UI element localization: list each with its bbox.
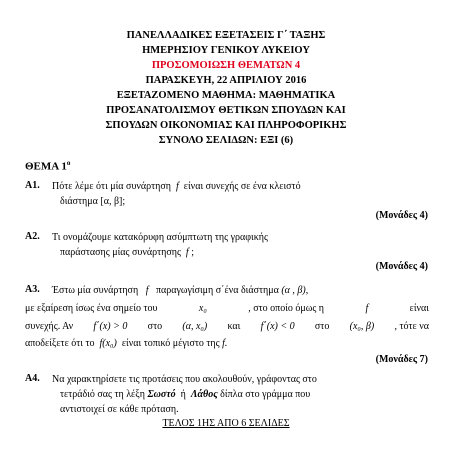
word-correct: Σωστό bbox=[147, 389, 176, 400]
question-a3-text-4a: αποδείξετε ότι το bbox=[25, 338, 95, 349]
question-a3-text-2b: , στο οποίο όμως η bbox=[248, 303, 325, 314]
interval-alpha-x0: (α, x₀) bbox=[182, 321, 208, 332]
function-f-symbol: f bbox=[176, 181, 179, 192]
question-a3-line2 bbox=[25, 302, 429, 315]
header-school-type: ΗΜΕΡΗΣΙΟΥ ΓΕΝΙΚΟΥ ΛΥΚΕΙΟΥ bbox=[142, 45, 310, 56]
section-title-sup: ο bbox=[66, 159, 71, 167]
question-a4-text-2b: ή bbox=[180, 389, 186, 400]
question-a3-text-3c: και bbox=[227, 321, 241, 332]
header-page-count: ΣΥΝΟΛΟ ΣΕΛΙΔΩΝ: ΕΞΙ (6) bbox=[158, 135, 294, 146]
header-date: ΠΑΡΑΣΚΕΥΗ, 22 ΑΠΡΙΛΙΟΥ 2016 bbox=[145, 75, 307, 86]
header-subject: ΕΞΕΤΑΖΟΜΕΝΟ ΜΑΘΗΜΑ: ΜΑΘΗΜΑΤΙΚΑ bbox=[116, 90, 336, 101]
word-wrong: Λάθος bbox=[190, 389, 218, 400]
question-a3-text-4b: είναι τοπικό μέγιστο της bbox=[121, 338, 220, 349]
derivative-negative: f΄(x) < 0 bbox=[260, 321, 295, 332]
question-a1-marks: (Μονάδες 4) bbox=[375, 210, 428, 221]
question-a2-label: Α2. bbox=[25, 231, 40, 242]
question-a4-line3: αντιστοιχεί σε κάθε πρόταση. bbox=[60, 404, 179, 415]
point-x0: x₀ bbox=[198, 303, 207, 314]
function-f-symbol: f bbox=[145, 285, 149, 296]
question-a1-line1 bbox=[52, 180, 301, 193]
question-a3-marks: (Μονάδες 7) bbox=[375, 354, 428, 365]
question-a3-label: Α3. bbox=[25, 284, 40, 295]
question-a3-text-3d: στο bbox=[314, 321, 330, 332]
question-a1-line2: διάστημα [α, β]; bbox=[60, 196, 126, 207]
header-exam-title: ΠΑΝΕΛΛΑΔΙΚΕΣ ΕΞΕΤΑΣΕΙΣ Γ΄ ΤΑΞΗΣ bbox=[126, 30, 326, 41]
question-a4-line1: Να χαρακτηρίσετε τις προτάσεις που ακολουθούν, γράφοντας στο bbox=[52, 374, 317, 385]
question-a3-text-1b: παραγωγίσιμη σ΄ένα διάστημα bbox=[155, 285, 279, 296]
question-a2-text-2a: παράστασης μίας συνάρτησης bbox=[60, 247, 181, 258]
question-a3-text-1c: , bbox=[305, 285, 309, 296]
question-a2-line2 bbox=[60, 246, 194, 259]
question-a2-marks: (Μονάδες 4) bbox=[375, 261, 428, 272]
question-a3-text-2a: με εξαίρεση ίσως ένα σημείο του bbox=[25, 303, 158, 314]
question-a4-text-2a: τετράδιό σας τη λέξη bbox=[60, 389, 145, 400]
question-a3-text-3a: συνεχής. Αν bbox=[25, 321, 74, 332]
interval-alpha-beta: (α , β) bbox=[281, 285, 306, 296]
section-title bbox=[25, 159, 70, 173]
page-footer: ΤΕΛΟΣ 1ΗΣ ΑΠΟ 6 ΣΕΛΙΔΕΣ bbox=[162, 418, 290, 429]
function-f-symbol: f. bbox=[222, 338, 228, 349]
section-title-text: ΘΕΜΑ 1 bbox=[25, 160, 67, 173]
question-a3-line1 bbox=[52, 284, 308, 297]
question-a3-text-3e: , τότε να bbox=[394, 321, 429, 332]
question-a3-text-2c: είναι bbox=[409, 303, 429, 314]
question-a4-line2 bbox=[60, 388, 310, 401]
header-orientation-2: ΣΠΟΥΔΩΝ ΟΙΚΟΝΟΜΙΑΣ ΚΑΙ ΠΛΗΡΟΦΟΡΙΚΗΣ bbox=[105, 120, 347, 131]
header-orientation-1: ΠΡΟΣΑΝΑΤΟΛΙΣΜΟΥ ΘΕΤΙΚΩΝ ΣΠΟΥΔΩΝ ΚΑΙ bbox=[106, 105, 346, 116]
interval-x0-beta: (x₀, β) bbox=[349, 321, 375, 332]
question-a3-text-1a: Έστω μία συνάρτηση bbox=[52, 285, 139, 296]
question-a4-text-2c: δίπλα στο γράμμα που bbox=[220, 389, 311, 400]
question-a1-label: Α1. bbox=[25, 180, 40, 191]
question-a3-line4 bbox=[25, 337, 227, 350]
function-f-symbol: f bbox=[365, 303, 369, 314]
question-a3-line3 bbox=[25, 320, 429, 333]
question-a4-label: Α4. bbox=[25, 373, 40, 384]
question-a2-line1: Τι ονομάζουμε κατακόρυφη ασύμπτωτη της γραφικής bbox=[52, 232, 268, 243]
question-a3-text-3b: στο bbox=[147, 321, 163, 332]
header-simulation-title: ΠΡΟΣΟΜΟΙΩΣΗ ΘΕΜΑΤΩΝ 4 bbox=[151, 60, 301, 71]
derivative-positive: f΄(x) > 0 bbox=[93, 321, 128, 332]
value-f-x0: f(x₀) bbox=[99, 338, 117, 349]
question-a1-text-1a: Πότε λέμε ότι μία συνάρτηση bbox=[52, 181, 172, 192]
question-a1-text-1b: είναι συνεχής σε ένα κλειστό bbox=[183, 181, 301, 192]
question-a2-text-2b: ; bbox=[191, 247, 194, 258]
function-f-symbol: f bbox=[185, 247, 189, 258]
